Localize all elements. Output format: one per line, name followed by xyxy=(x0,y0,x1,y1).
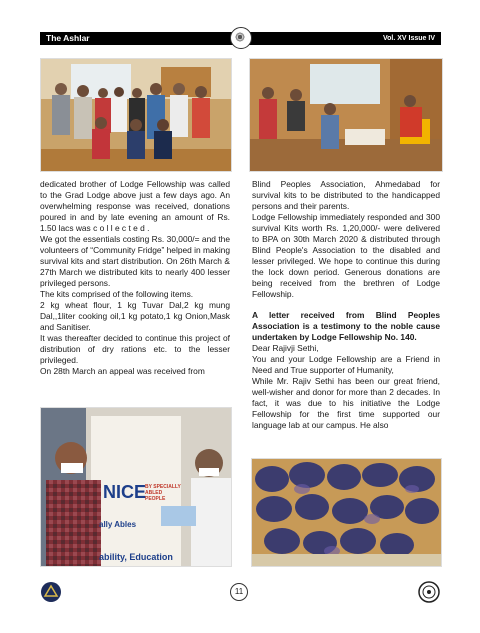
seal-icon xyxy=(418,581,440,603)
paragraph: The kits comprised of the following items. xyxy=(40,289,194,299)
salutation: Dear Rajivji Sethi, xyxy=(252,343,319,353)
banner-text-line: ability, Education xyxy=(99,552,173,562)
lodge-logo-icon xyxy=(40,581,62,603)
left-text-column xyxy=(40,179,230,377)
paragraph: We got the essentials costing Rs. 30,000/= and the volunteers of “Community Fridge” helped in making survival kits and start distribution. On 26th March & 27th March we distributed kits to nearly 400 lesser privileged persons. xyxy=(40,234,230,288)
paragraph: It was thereafter decided to continue this project of distribution of dry rations etc. to the lesser privileged. xyxy=(40,333,230,365)
right-text-column xyxy=(252,179,440,431)
banner-main-text: NICE xyxy=(103,482,147,502)
paragraph: dedicated brother of Lodge Fellowship was called to the Grad Lodge above just a few days ago. An overwhelming response was received, donations poured in and by late evening an amount of Rs. 1.50 lacs was c o l l e c t e d . xyxy=(40,179,230,233)
banner-sub-text: BY SPECIALLY ABLED PEOPLE xyxy=(145,484,181,502)
banner-text-line: ally Ables xyxy=(99,520,137,529)
publication-title: The Ashlar xyxy=(46,33,90,43)
paragraph: 2 kg wheat flour, 1 kg Tuvar Dal,2 kg mung Dal,,1liter cooking oil,1 kg potato,1 kg Onion,Mask and Sanitiser. xyxy=(40,300,230,332)
kits-distribution-photo xyxy=(249,58,443,172)
handover-photo xyxy=(40,407,232,567)
paragraph: You and your Lodge Fellowship are a Friend in Need and True supporter of Humanity, xyxy=(252,354,440,375)
paragraph: While Mr. Rajiv Sethi has been our great friend, well-wisher and donor for more than 2 decades. In fact, it was due to his initiative the Lodge Fellowship for the first time supported our language lab at our campus. He also xyxy=(252,376,440,430)
page-number: 11 xyxy=(230,583,248,601)
paragraph: Blind Peoples Association, Ahmedabad for survival kits to be distributed to the handicapped persons and their parents. xyxy=(252,179,440,211)
group-photo xyxy=(40,58,232,172)
issue-label: Vol. XV Issue IV xyxy=(382,35,435,42)
masonic-emblem-icon xyxy=(230,27,252,49)
kit-bags-photo xyxy=(251,458,442,567)
letter-heading: A letter received from Blind Peoples Association is a testimony to the noble cause undertaken by Lodge Fellowship No. 140. xyxy=(252,310,440,342)
paragraph: Lodge Fellowship immediately responded and 300 survival Kits worth Rs. 1,20,000/- were delivered to BPA on 30th March 2020 & distributed through Blind People's Association to the disabled and lesser privileged. We hope to continue this during the lock down period. Generous donations are being received from the brethren of Lodge Fellowship. xyxy=(252,212,440,299)
paragraph: On 28th March an appeal was received from xyxy=(40,366,205,376)
